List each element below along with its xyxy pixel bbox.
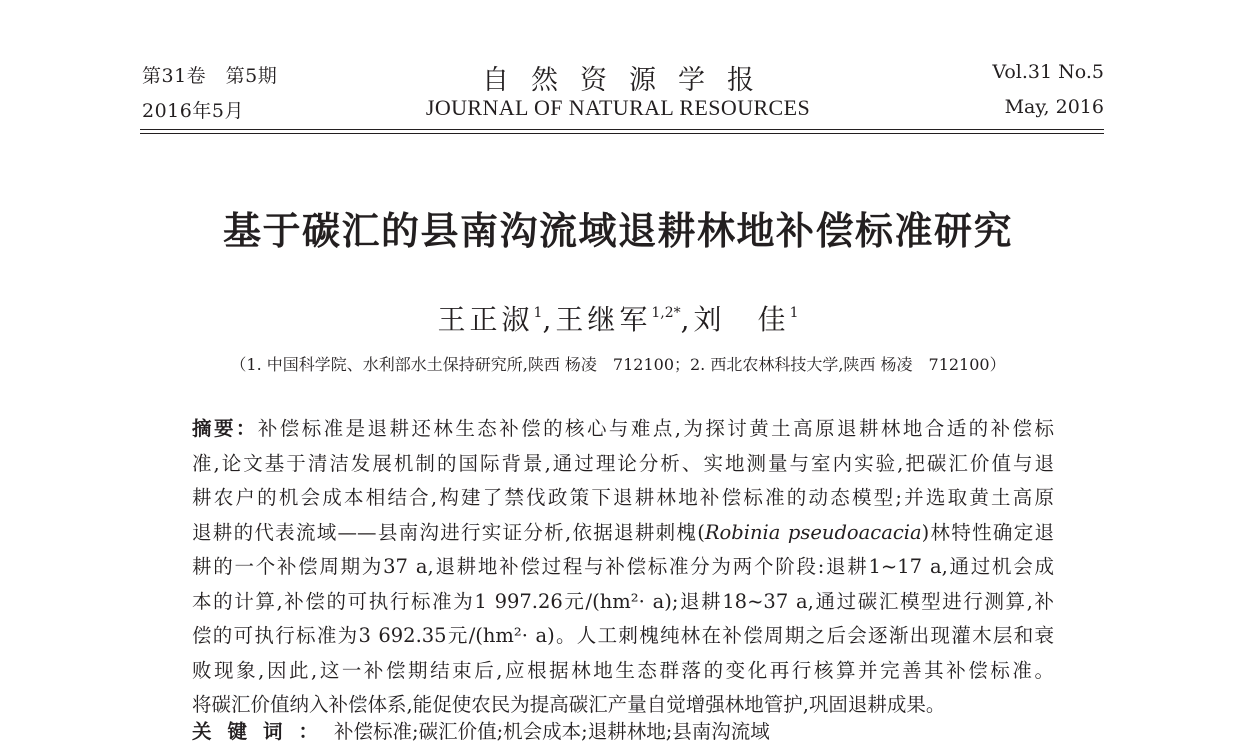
volume-issue-cn: 第31卷 第5期 [142, 65, 278, 87]
date-en: May, 2016 [1004, 96, 1104, 118]
author-separator: , [542, 303, 556, 336]
abstract-text: )林特性确定退 [921, 520, 1054, 544]
abstract-line: 败现象,因此,这一补偿期结束后,应根据林地生态群落的变化再行核算并完善其补偿标准。 [192, 658, 1054, 682]
abstract-label: 摘要： [192, 417, 258, 440]
keywords-text: 补偿标准;碳汇价值;机会成本;退耕林地;县南沟流域 [334, 720, 770, 743]
species-name: Robinia pseudoacacia [704, 520, 922, 544]
header-rule-bottom [140, 133, 1104, 134]
keywords-label: 关键词： [192, 720, 335, 743]
abstract-text: 退耕的代表流域——县南沟进行实证分析,依据退耕刺槐( [192, 520, 705, 544]
abstract-line [192, 412, 1054, 447]
journal-title-cn: 自然资源学报 [482, 65, 776, 96]
author-separator: , [680, 303, 694, 336]
abstract-line [192, 516, 1054, 551]
article-title: 基于碳汇的县南沟流域退耕林地补偿标准研究 [222, 209, 1013, 253]
abstract-line: 准,论文基于清洁发展机制的国际背景,通过理论分析、实地测量与室内实验,把碳汇价值与退 [192, 451, 1054, 475]
abstract-line: 本的计算,补偿的可执行标准为1 997.26元/(hm²· a);退耕18~37 a,通过碳汇模型进行测算,补 [192, 589, 1054, 613]
author-name: 王正淑 [437, 303, 534, 336]
abstract-text: 补偿标准是退耕还林生态补偿的核心与难点,为探讨黄土高原退耕林地合适的补偿标 [257, 417, 1054, 440]
abstract-line: 偿的可执行标准为3 692.35元/(hm²· a)。人工刺槐纯林在补偿周期之后会逐渐出现灌木层和衰 [192, 624, 1054, 647]
abstract-line: 将碳汇价值纳入补偿体系,能促使农民为提高碳汇产量自觉增强林地管护,巩固退耕成果。 [192, 693, 946, 716]
volume-issue-en: Vol.31 No.5 [992, 61, 1104, 83]
author-name: 刘 佳 [693, 303, 790, 336]
author-name: 王继军 [555, 303, 652, 336]
affiliation: （1. 中国科学院、水利部水土保持研究所,陕西 杨凌 712100；2. 西北农林科技大学,陕西 杨凌 712100） [230, 355, 1006, 374]
author-list [0, 298, 1236, 338]
author-affiliation-mark: 1 [533, 305, 543, 321]
journal-title-en: JOURNAL OF NATURAL RESOURCES [425, 95, 811, 120]
abstract-line: 耕农户的机会成本相结合,构建了禁伐政策下退耕林地补偿标准的动态模型;并选取黄土高原 [192, 486, 1054, 509]
keywords [192, 716, 770, 744]
author-affiliation-mark: 1 [789, 305, 799, 321]
date-cn: 2016年5月 [142, 100, 244, 122]
author-affiliation-mark: 1,2* [651, 305, 681, 321]
abstract [192, 412, 1054, 723]
header-rule-top [140, 129, 1104, 130]
abstract-line: 耕的一个补偿周期为37 a,退耕地补偿过程与补偿标准分为两个阶段:退耕1~17 a,通过机会成 [192, 555, 1054, 578]
